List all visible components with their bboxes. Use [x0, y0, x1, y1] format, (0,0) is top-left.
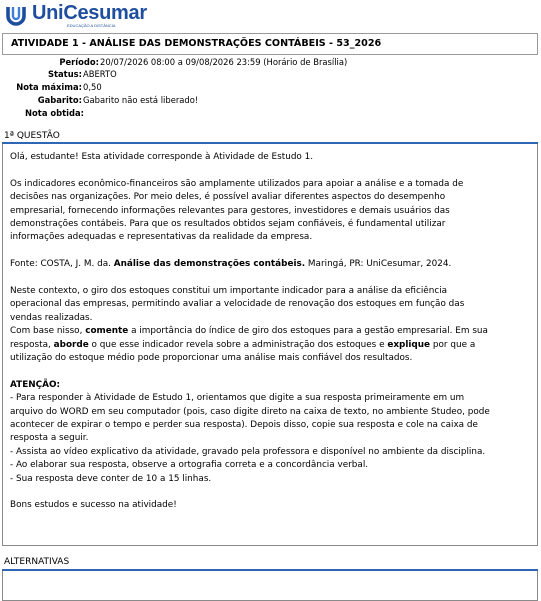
alternatives-box[interactable] — [2, 571, 538, 601]
question-header: 1ª QUESTÃO — [4, 131, 60, 141]
attention-line: arquivo do WORD em seu computador (pois, caso digite direto na caixa de texto, no ambiente Studeo, pode — [10, 406, 490, 417]
brand-tagline: EDUCAÇÃO A DISTÂNCIA — [67, 23, 116, 28]
activity-title: ATIVIDADE 1 - ANÁLISE DAS DEMONSTRAÇÕES CONTÁBEIS - 53_2026 — [11, 38, 382, 49]
paragraph-line: vendas realizadas. — [10, 312, 93, 323]
brand-name: UniCesumar — [32, 2, 147, 24]
paragraph-line: operacional das empresas, permitindo avaliar a velocidade de renovação dos estoques em função das — [10, 299, 465, 310]
info-value-status: ABERTO — [83, 69, 117, 79]
question-box — [2, 144, 538, 546]
paragraph-line: Neste contexto, o giro dos estoques constitui um importante indicador para a análise da eficiência — [10, 286, 448, 297]
paragraph-line: empresarial, fornecendo informações relevantes para gestores, investidores e demais usuários das — [10, 205, 450, 216]
attention-line: resposta a seguir. — [10, 433, 89, 444]
source-prefix: Fonte: COSTA, J. M. da. — [10, 259, 114, 270]
info-label-gabarito: Gabarito: — [37, 95, 82, 105]
keyword-explique: explique — [387, 339, 431, 350]
keyword-comente: comente — [85, 326, 129, 337]
attention-title: ATENÇÃO: — [10, 379, 61, 390]
alternatives-header: ALTERNATIVAS — [4, 557, 70, 567]
attention-line: - Para responder à Atividade de Estudo 1, orientamos que digite a sua resposta primeiramente em um — [10, 393, 465, 404]
attention-line: - Assista ao vídeo explicativo da atividade, gravado pela professora e disponível no ambiente da disciplina. — [10, 446, 486, 457]
source-suffix: Maringá, PR: UniCesumar, 2024. — [305, 259, 452, 270]
info-label-periodo: Período: — [59, 57, 99, 67]
task-line-3: utilização do estoque médio pode proporcionar uma análise mais confiável dos resultados. — [10, 353, 413, 364]
info-value-periodo: 20/07/2026 08:00 a 09/08/2026 23:59 (Horário de Brasília) — [100, 57, 348, 67]
task-line-1: Com base nisso, comente a importância do índice de giro dos estoques para a gestão empresarial. Em sua — [10, 326, 488, 337]
unicesumar-logo-icon — [4, 4, 28, 28]
attention-line: - Sua resposta deve conter de 10 a 15 linhas. — [10, 473, 212, 484]
activity-title-box — [2, 33, 538, 55]
info-label-nota-maxima: Nota máxima: — [16, 82, 82, 92]
info-value-gabarito: Gabarito não está liberado! — [83, 95, 199, 105]
attention-line: - Ao elaborar sua resposta, observe a ortografia correta e a concordância verbal. — [10, 460, 369, 471]
info-label-nota-obtida: Nota obtida: — [25, 108, 84, 118]
source-title: Análise das demonstrações contábeis. — [113, 259, 306, 270]
info-label-status: Status: — [48, 69, 82, 79]
paragraph-line: Os indicadores econômico-financeiros são amplamente utilizados para apoiar a análise e a tomada de — [10, 178, 464, 189]
info-value-nota-maxima: 0,50 — [83, 82, 102, 92]
source-citation — [10, 258, 533, 271]
paragraph-line: informações adequadas e representativas da realidade da empresa. — [10, 232, 313, 243]
task-line-2: resposta, aborde o que esse indicador revela sobre a administração dos estoques e explique por que a — [10, 339, 476, 350]
paragraph-line: demonstrações contábeis. Para que os resultados obtidos sejam confiáveis, é fundamental utilizar — [10, 219, 446, 230]
question-intro: Olá, estudante! Esta atividade corresponde à Atividade de Estudo 1. — [10, 152, 314, 162]
attention-line: acontecer de expirar o tempo e perder sua resposta). Depois disso, copie sua resposta e cole na caixa de — [10, 420, 478, 431]
question-text — [10, 151, 533, 513]
keyword-aborde: aborde — [53, 339, 89, 350]
paragraph-line: decisões nas organizações. Por meio deles, é possível avaliar diferentes aspectos do desempenho — [10, 192, 446, 203]
closing-text: Bons estudos e sucesso na atividade! — [10, 500, 177, 511]
